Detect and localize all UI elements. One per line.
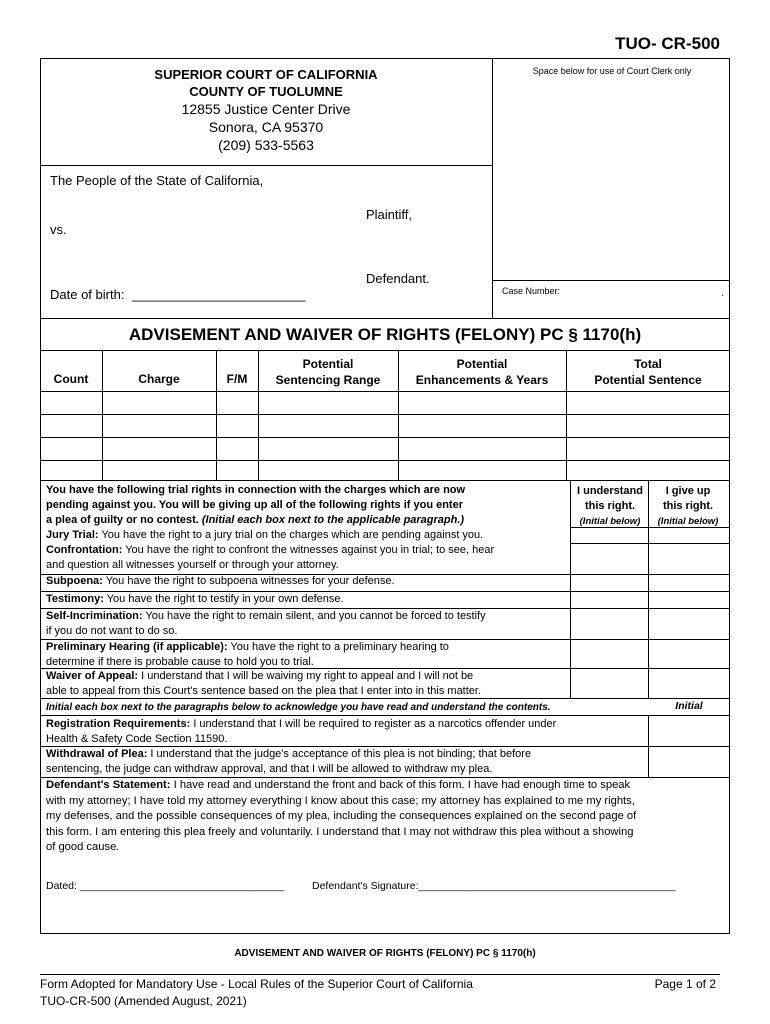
- header-range: [258, 356, 398, 388]
- defendant-label: Defendant.: [366, 271, 430, 286]
- footer-revision: TUO-CR-500 (Amended August, 2021): [40, 994, 247, 1008]
- right-row-line: [570, 543, 730, 544]
- giveup-column-header: [650, 484, 726, 529]
- ack-line: sentencing, the judge can withdraw approval, and that I will be allowed to withdraw my plea.: [46, 763, 493, 775]
- right-row-line: [40, 591, 730, 592]
- initial-giveup-testimony[interactable]: [650, 593, 728, 607]
- rights-intro-line2: pending against you. You will be giving up all of the following rights if you enter: [46, 499, 463, 511]
- right-line: able to appeal from this Court's sentence based on the plea that I enter into in this matter.: [46, 685, 482, 697]
- table-row-line: [40, 460, 730, 461]
- ack-registration: [46, 717, 646, 747]
- header-range-line1: Potential: [302, 357, 354, 371]
- ack-label: Registration Requirements:: [46, 718, 191, 730]
- acknowledge-instruction: Initial each box next to the paragraphs below to acknowledge you have read and understand the contents.: [46, 702, 551, 713]
- initial-giveup-preliminary[interactable]: [650, 641, 728, 667]
- initial-understand-testimony[interactable]: [572, 593, 647, 607]
- ack-line: [46, 717, 646, 732]
- footer-page-number: Page 1 of 2: [654, 977, 716, 991]
- rights-intro-line3: [46, 513, 570, 528]
- right-label: Testimony:: [46, 593, 104, 605]
- right-testimony: [46, 592, 570, 607]
- title-bottom-line: [40, 350, 730, 351]
- ack-withdrawal: [46, 747, 646, 777]
- right-label: Confrontation:: [46, 544, 123, 556]
- right-jury-trial: [46, 528, 570, 543]
- court-phone: (209) 533-5563: [218, 137, 314, 153]
- vs-label: vs.: [50, 222, 67, 237]
- right-line: [46, 640, 570, 655]
- header-total-line1: Total: [634, 357, 662, 371]
- initial-giveup-jury[interactable]: [650, 528, 728, 542]
- statement-text: I have read and understand the front and back of this form. I have had enough time to speak: [173, 779, 631, 791]
- right-text: You have the right to a preliminary hearing to: [230, 641, 449, 653]
- header-range-line2: Sentencing Range: [275, 373, 381, 387]
- header-enh-line2: Enhancements & Years: [415, 373, 549, 387]
- clerk-divider: [492, 58, 493, 318]
- table-row-line: [40, 414, 730, 415]
- giveup-line2: this right.: [662, 500, 714, 512]
- initial-withdrawal[interactable]: [650, 748, 728, 776]
- ack-line: Health & Safety Code Section 11590.: [46, 733, 228, 745]
- people-label: The People of the State of California,: [50, 173, 264, 188]
- initial-understand-appeal[interactable]: [572, 670, 647, 697]
- initial-giveup-self-incrimination[interactable]: [650, 610, 728, 638]
- right-text: I understand that I will be waiving my right to appeal and I will not be: [141, 670, 474, 682]
- rights-intro-instruction: (Initial each box next to the applicable paragraph.): [201, 514, 465, 526]
- ack-text: I understand that the judge's acceptance of this plea is not binding; that before: [150, 748, 532, 760]
- header-enhancements: [398, 356, 566, 388]
- dated-field[interactable]: Dated: ___________________________________: [46, 880, 285, 892]
- header-enh-line1: Potential: [456, 357, 508, 371]
- understand-line3: (Initial below): [579, 516, 641, 527]
- understand-line2: this right.: [584, 500, 636, 512]
- right-row-line: [40, 668, 730, 669]
- table-row-line: [40, 437, 730, 438]
- initial-understand-subpoena[interactable]: [572, 576, 647, 590]
- defendant-statement: [46, 778, 726, 856]
- right-preliminary-hearing: [46, 640, 570, 670]
- statement-label: Defendant's Statement:: [46, 779, 171, 791]
- initial-giveup-confrontation[interactable]: [650, 545, 728, 573]
- right-text: You have the right to remain silent, and you cannot be forced to testify: [145, 610, 486, 622]
- right-label: Subpoena:: [46, 575, 103, 587]
- dob-label: Date of birth:: [50, 287, 125, 302]
- form-number: TUO- CR-500: [615, 34, 720, 53]
- statement-line4: this form. I am entering this plea freely and voluntarily. I understand that I may not withdraw this plea without a showing: [46, 825, 634, 838]
- rights-divider: [570, 480, 571, 698]
- initial-understand-confrontation[interactable]: [572, 545, 647, 573]
- right-label: Waiver of Appeal:: [46, 670, 139, 682]
- table-row-line: [40, 391, 730, 392]
- case-number-label: Case Number:: [502, 286, 561, 296]
- right-line: [46, 543, 570, 558]
- right-row-line: [40, 698, 730, 699]
- understand-column-header: [572, 484, 648, 529]
- right-row-line: [40, 608, 730, 609]
- right-text: You have the right to confront the witnesses against you in trial; to see, hear: [125, 544, 495, 556]
- right-line: [46, 609, 570, 624]
- statement-line5: of good cause.: [46, 841, 120, 853]
- header-divider: [40, 165, 492, 166]
- court-header: [40, 66, 492, 154]
- clerk-note: Space below for use of Court Clerk only: [532, 66, 692, 76]
- dob-field[interactable]: ________________________: [132, 287, 306, 302]
- header-fm: F/M: [226, 372, 248, 386]
- initial-understand-preliminary[interactable]: [572, 641, 647, 667]
- rights-intro: [46, 483, 570, 528]
- right-row-line: [40, 639, 730, 640]
- ack-line: [46, 747, 646, 762]
- right-waiver-of-appeal: [46, 669, 570, 699]
- right-row-line: [40, 574, 730, 575]
- right-line: determine if there is probable cause to hold you to trial.: [46, 656, 314, 668]
- rights-intro-line3a: a plea of guilty or no contest.: [46, 514, 199, 526]
- table-row-line: [40, 480, 730, 481]
- right-subpoena: [46, 574, 570, 589]
- footer-rule: [40, 974, 720, 975]
- right-text: You have the right to a jury trial on the charges which are pending against you.: [101, 529, 484, 541]
- court-address-1: 12855 Justice Center Drive: [181, 101, 351, 117]
- header-charge: Charge: [138, 372, 180, 386]
- giveup-line1: I give up: [665, 485, 711, 497]
- initial-understand-self-incrimination[interactable]: [572, 610, 647, 638]
- right-text: You have the right to testify in your own defense.: [106, 593, 344, 605]
- rights-intro-line1: You have the following trial rights in connection with the charges which are now: [46, 484, 466, 496]
- initial-registration[interactable]: [650, 717, 728, 745]
- understand-line1: I understand: [576, 485, 643, 497]
- header-total: [566, 356, 730, 388]
- ack-label: Withdrawal of Plea:: [46, 748, 148, 760]
- right-label: Jury Trial:: [46, 529, 99, 541]
- rights-divider: [648, 480, 649, 698]
- footer-title: ADVISEMENT AND WAIVER OF RIGHTS (FELONY) PC § 1170(h): [234, 948, 536, 959]
- form-title: ADVISEMENT AND WAIVER OF RIGHTS (FELONY) PC § 1170(h): [128, 325, 642, 344]
- statement-line2: with my attorney; I have told my attorney everything I know about this case; my attorney has explained to me my rights,: [46, 794, 635, 807]
- header-total-line2: Potential Sentence: [594, 373, 702, 387]
- court-address-2: Sonora, CA 95370: [208, 119, 324, 135]
- right-text: You have the right to subpoena witnesses for your defense.: [105, 575, 395, 587]
- footer-adopted: Form Adopted for Mandatory Use - Local Rules of the Superior Court of California: [40, 977, 473, 991]
- title-top-line: [40, 318, 730, 319]
- acknowledge-line: [40, 715, 730, 716]
- right-line: [46, 669, 570, 684]
- initial-giveup-subpoena[interactable]: [650, 576, 728, 590]
- statement-line1: [46, 778, 726, 794]
- case-number-field[interactable]: .: [721, 288, 724, 299]
- statement-line3: my defenses, and the possible consequences of my plea, including the consequences explained on the second page of: [46, 810, 637, 822]
- right-line: if you do not want to do so.: [46, 625, 178, 637]
- plaintiff-label: Plaintiff,: [366, 207, 413, 222]
- case-number-divider: [492, 280, 730, 281]
- right-line: and question all witnesses yourself or through your attorney.: [46, 559, 339, 571]
- court-name-line1: SUPERIOR COURT OF CALIFORNIA: [154, 67, 378, 82]
- right-label: Preliminary Hearing (if applicable):: [46, 641, 228, 653]
- right-self-incrimination: [46, 609, 570, 639]
- court-name-line2: COUNTY OF TUOLUMNE: [189, 84, 343, 99]
- acknowledge-initial-header: Initial: [675, 700, 703, 712]
- right-label: Self-Incrimination:: [46, 610, 143, 622]
- defendant-signature-field[interactable]: Defendant's Signature:____________________________________________: [312, 880, 676, 892]
- ack-text: I understand that I will be required to register as a narcotics offender under: [193, 718, 557, 730]
- right-confrontation: [46, 543, 570, 573]
- initial-understand-jury[interactable]: [572, 528, 647, 542]
- header-count: Count: [53, 372, 89, 386]
- initial-giveup-appeal[interactable]: [650, 670, 728, 697]
- giveup-line3: (Initial below): [657, 516, 719, 527]
